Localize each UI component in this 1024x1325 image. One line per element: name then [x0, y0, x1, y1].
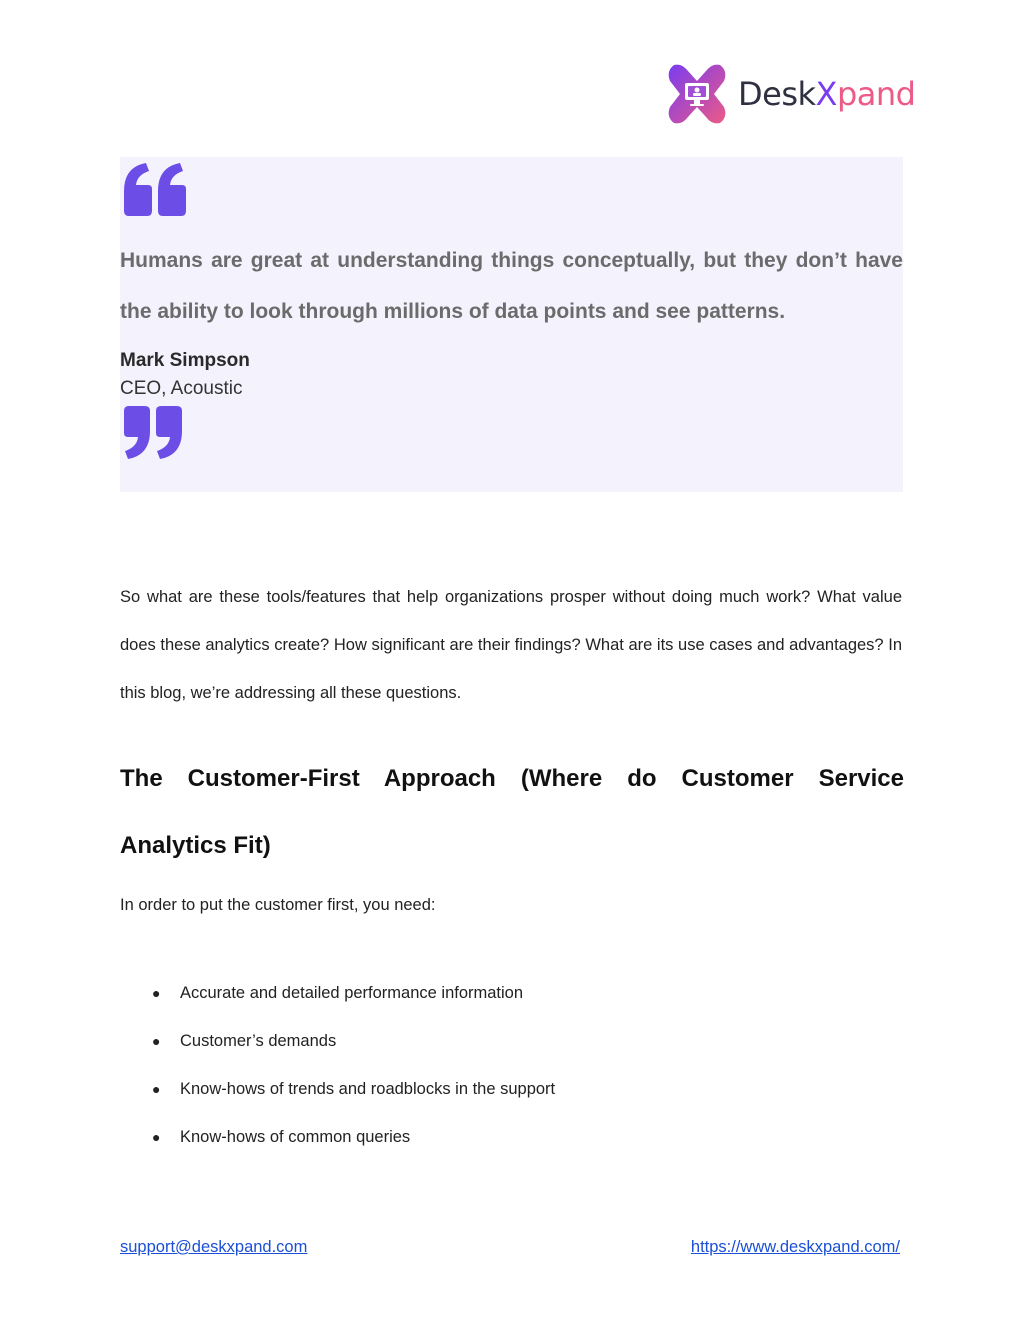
deskxpand-logo	[664, 60, 915, 128]
quote-author-name: Mark Simpson	[120, 350, 250, 371]
list-item	[120, 1116, 555, 1164]
intro-paragraph: So what are these tools/features that help organizations prosper without doing much work? What value does these analytics create? How significant are their findings? What are its use cases and advantages? In this blog, we’re addressing all these questions.	[120, 588, 902, 702]
list-item	[120, 1020, 555, 1068]
list-item-text: Accurate and detailed performance information	[180, 984, 524, 1002]
logo-wordmark	[738, 75, 915, 113]
list-item	[120, 1068, 555, 1116]
quote-author-role: CEO, Acoustic	[120, 378, 243, 399]
close-quote-icon	[122, 405, 184, 461]
support-email-link[interactable]: support@deskxpand.com	[120, 1238, 308, 1256]
list-item-text: Know-hows of common queries	[180, 1128, 411, 1146]
quote-box	[120, 157, 903, 492]
website-link[interactable]: https://www.deskxpand.com/	[690, 1238, 900, 1256]
section-heading: The Customer-First Approach (Where do Customer Service Analytics Fit)	[120, 765, 904, 859]
bullet-icon: ●	[152, 1129, 161, 1145]
list-item	[120, 972, 555, 1020]
logo-text-desk: Desk	[738, 75, 816, 113]
quote-text: Humans are great at understanding things conceptually, but they don’t have the ability to look through millions of data points and see patterns.	[120, 249, 903, 323]
open-quote-icon	[122, 161, 188, 217]
needs-list	[120, 972, 555, 1164]
list-item-text: Know-hows of trends and roadblocks in the support	[180, 1080, 556, 1098]
bullet-icon: ●	[152, 1033, 161, 1049]
deskxpand-logo-icon	[664, 61, 730, 127]
bullet-icon: ●	[152, 1081, 161, 1097]
bullet-icon: ●	[152, 985, 161, 1001]
list-intro: In order to put the customer first, you need:	[120, 896, 436, 914]
logo-text-pand: pand	[836, 75, 916, 113]
list-item-text: Customer’s demands	[180, 1032, 337, 1050]
logo-text-x: X	[815, 75, 837, 113]
